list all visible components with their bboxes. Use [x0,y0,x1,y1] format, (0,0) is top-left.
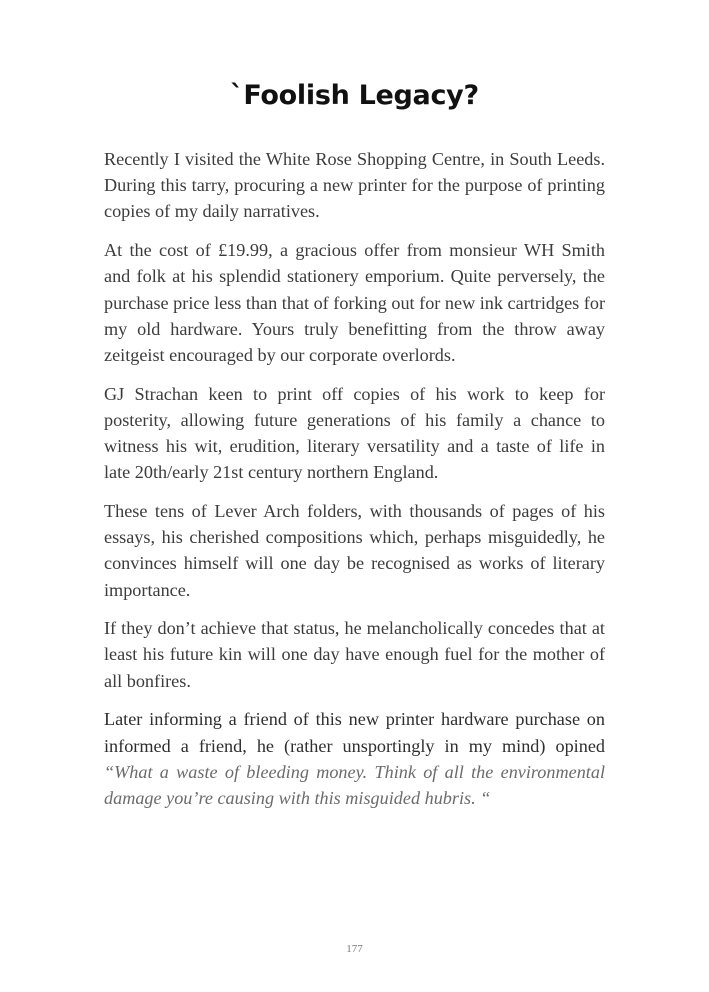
paragraph-last [104,706,605,811]
paragraph: Recently I visited the White Rose Shopping Centre, in South Leeds. During this tarry, procuring a new printer for the purpose of printing copies of my daily narratives. [104,149,605,222]
body-text [104,146,605,824]
paragraph: If they don’t achieve that status, he melancholically concedes that at least his future kin will one day have enough fuel for the mother of all bonfires. [104,618,605,691]
page-number: 177 [346,943,363,955]
paragraph: At the cost of £19.99, a gracious offer from monsieur WH Smith and folk at his splendid stationery emporium. Quite perversely, the purchase price less than that of forking out for new ink cartridges for my old hardware. Yours truly benefitting from the throw away zeitgeist encouraged by our corporate overlords. [104,240,605,365]
closing-quote-mark: “ [475,787,491,808]
quoted-speech: “What a waste of bleeding money. Think of all the environmental damage you’re causing with this misguided hubris. [104,761,605,808]
page-title: `Foolish Legacy? [230,80,479,111]
paragraph: These tens of Lever Arch folders, with thousands of pages of his essays, his cherished compositions which, perhaps misguidedly, he convinces himself will one day be recognised as works of literary importance. [104,500,605,600]
paragraph-lead-text: Later informing a friend of this new printer hardware purchase on informed a friend, he (rather unsportingly in my mind) opined [104,709,605,756]
paragraph: GJ Strachan keen to print off copies of his work to keep for posterity, allowing future generations of his family a chance to witness his wit, erudition, literary versatility and a taste of life in late 20th/early 21st century northern England. [104,383,605,483]
